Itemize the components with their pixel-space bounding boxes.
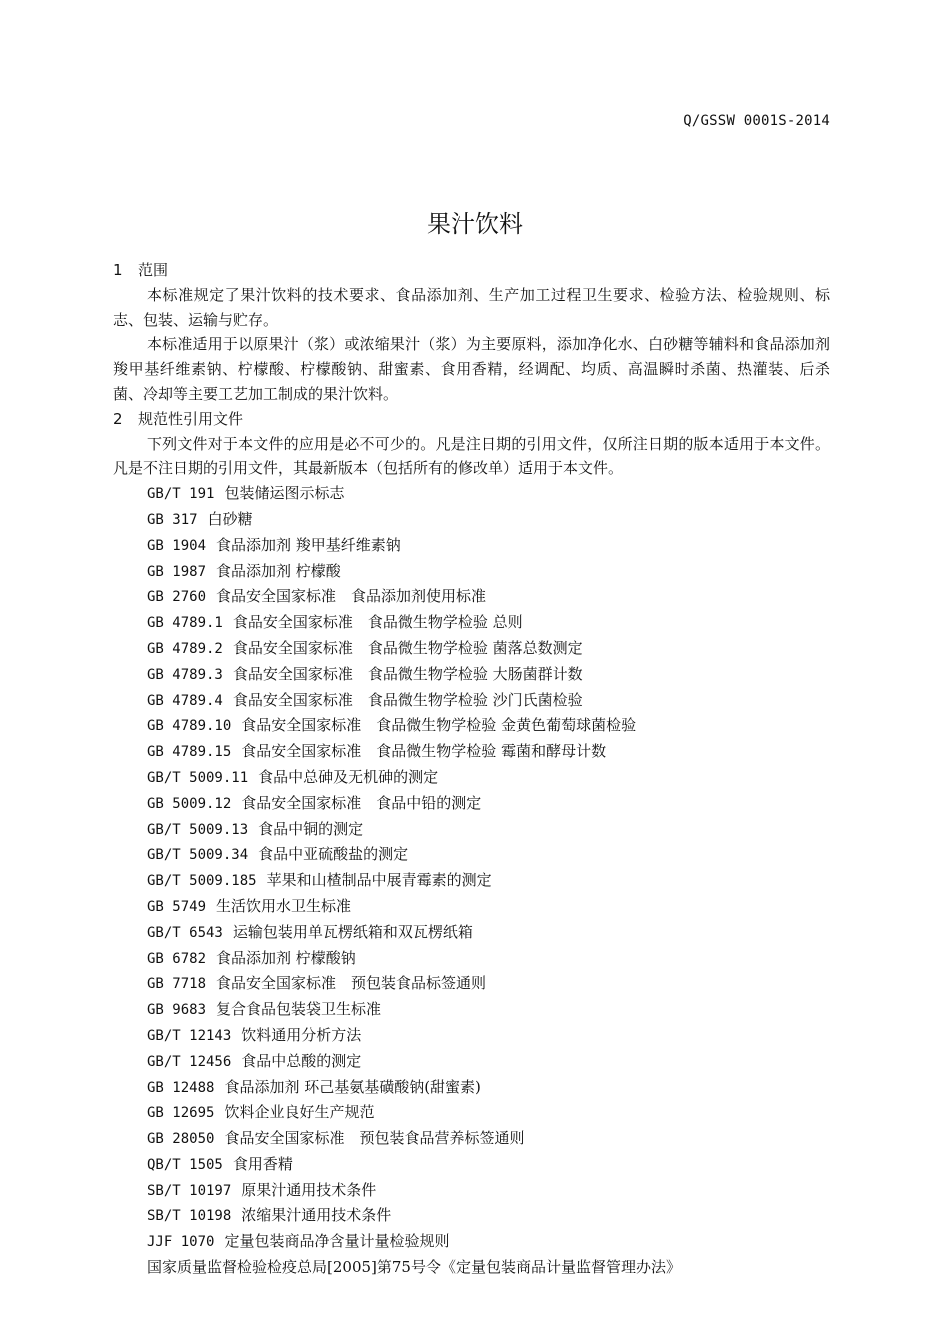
reference-item (113, 997, 830, 1023)
reference-item (113, 868, 830, 894)
reference-title: 饮料通用分析方法 (241, 1025, 362, 1044)
reference-code: GB 4789.1 (147, 615, 223, 632)
reference-item (113, 1100, 830, 1126)
section-1-heading (113, 258, 830, 283)
reference-item (113, 584, 830, 610)
reference-code: GB/T 12456 (147, 1053, 232, 1070)
reference-title: 食品安全国家标准 食品添加剂使用标准 (216, 587, 487, 606)
reference-title: 食品安全国家标准 食品微生物学检验 总则 (232, 613, 523, 632)
reference-item (113, 1049, 830, 1075)
reference-title: 食品安全国家标准 食品微生物学检验 大肠菌群计数 (232, 664, 583, 683)
reference-item (113, 610, 830, 636)
reference-title: 食品安全国家标准 食品中铅的测定 (241, 793, 482, 812)
reference-item (113, 713, 830, 739)
reference-item (113, 971, 830, 997)
reference-item (113, 533, 830, 559)
reference-item (113, 1152, 830, 1178)
reference-code: GB/T 12143 (147, 1027, 232, 1044)
section-2-title: 规范性引用文件 (138, 409, 244, 428)
reference-code: GB 4789.2 (147, 640, 223, 657)
reference-code: GB/T 191 (147, 486, 215, 503)
reference-code: GB 5009.12 (147, 795, 232, 812)
reference-title: 苹果和山楂制品中展青霉素的测定 (266, 871, 492, 890)
reference-code: JJF 1070 (147, 1234, 215, 1251)
reference-item (113, 1023, 830, 1049)
reference-title: 食品中总砷及无机砷的测定 (258, 767, 439, 786)
reference-item (113, 559, 830, 585)
reference-code: GB 12695 (147, 1105, 215, 1122)
reference-item (113, 1126, 830, 1152)
reference-item (113, 636, 830, 662)
section-1-number: 1 (113, 261, 123, 279)
reference-title: 食品安全国家标准 预包装食品标签通则 (216, 974, 487, 993)
reference-code: GB 4789.10 (147, 718, 232, 735)
reference-item (113, 507, 830, 533)
final-reference: 国家质量监督检验检疫总局[2005]第75号令《定量包装商品计量监督管理办法》 (147, 1258, 681, 1277)
reference-code: GB 6782 (147, 950, 207, 967)
reference-code: GB 317 (147, 511, 198, 528)
reference-title: 食品中亚硫酸盐的测定 (258, 845, 409, 864)
section-2-intro: 下列文件对于本文件的应用是必不可少的。凡是注日期的引用文件，仅所注日期的版本适用于本文件。凡是不注日期的引用文件，其最新版本（包括所有的修改单）适用于本文件。 (113, 434, 830, 478)
section-2-number: 2 (113, 409, 123, 428)
reference-title: 食品安全国家标准 预包装食品营养标签通则 (224, 1129, 525, 1148)
reference-item (113, 688, 830, 714)
reference-title: 食品添加剂 羧甲基纤维素钠 (216, 535, 401, 554)
reference-title: 食品安全国家标准 食品微生物学检验 霉菌和酵母计数 (241, 742, 607, 761)
reference-title: 白砂糖 (207, 509, 253, 528)
reference-item (113, 765, 830, 791)
reference-code: GB 1904 (147, 537, 207, 554)
document-title: 果汁饮料 (427, 210, 523, 239)
reference-code: SB/T 10198 (147, 1208, 232, 1225)
reference-item (113, 1203, 830, 1229)
section-2-heading (113, 407, 830, 432)
standard-code: Q/GSSW 0001S-2014 (683, 113, 830, 129)
reference-title: 食用香精 (232, 1154, 293, 1173)
reference-title: 包装储运图示标志 (224, 484, 345, 503)
reference-item (113, 1229, 830, 1255)
reference-item (113, 481, 830, 507)
reference-code: GB 28050 (147, 1131, 215, 1148)
reference-item (113, 791, 830, 817)
reference-title: 生活饮用水卫生标准 (216, 896, 352, 915)
reference-code: GB 12488 (147, 1079, 215, 1096)
reference-title: 原果汁通用技术条件 (241, 1180, 377, 1199)
reference-list (113, 481, 830, 1255)
section-1-title: 范围 (138, 261, 169, 279)
reference-title: 食品添加剂 环己基氨基磺酸钠(甜蜜素) (224, 1077, 481, 1096)
reference-code: SB/T 10197 (147, 1182, 232, 1199)
reference-item (113, 739, 830, 765)
reference-code: GB/T 5009.13 (147, 821, 249, 838)
reference-code: GB/T 5009.185 (147, 873, 257, 890)
reference-title: 食品中铜的测定 (258, 819, 364, 838)
reference-code: GB/T 5009.11 (147, 769, 249, 786)
reference-code: GB 5749 (147, 898, 207, 915)
reference-title: 饮料企业良好生产规范 (224, 1103, 375, 1122)
reference-item (113, 817, 830, 843)
reference-title: 定量包装商品净含量计量检验规则 (224, 1232, 450, 1251)
reference-item (113, 1178, 830, 1204)
reference-code: QB/T 1505 (147, 1156, 223, 1173)
reference-item (113, 920, 830, 946)
reference-code: GB 4789.15 (147, 744, 232, 761)
reference-title: 食品添加剂 柠檬酸 (216, 561, 341, 580)
reference-item (113, 662, 830, 688)
section-1-paragraph: 本标准规定了果汁饮料的技术要求、食品添加剂、生产加工过程卫生要求、检验方法、检验规则、标志、包装、运输与贮存。 (113, 285, 830, 329)
reference-title: 食品安全国家标准 食品微生物学检验 沙门氏菌检验 (232, 690, 583, 709)
reference-title: 食品安全国家标准 食品微生物学检验 菌落总数测定 (232, 638, 583, 657)
reference-item (113, 1075, 830, 1101)
reference-code: GB/T 6543 (147, 924, 223, 941)
reference-item (113, 894, 830, 920)
reference-code: GB 1987 (147, 563, 207, 580)
reference-title: 食品安全国家标准 食品微生物学检验 金黄色葡萄球菌检验 (241, 716, 637, 735)
reference-code: GB/T 5009.34 (147, 847, 249, 864)
reference-title: 食品中总酸的测定 (241, 1051, 362, 1070)
document-body (113, 258, 830, 1280)
reference-title: 浓缩果汁通用技术条件 (241, 1206, 392, 1225)
reference-item (113, 946, 830, 972)
reference-code: GB 9683 (147, 1002, 207, 1019)
section-1-paragraph: 本标准适用于以原果汁（浆）或浓缩果汁（浆）为主要原料，添加净化水、白砂糖等辅料和食品添加剂羧甲基纤维素钠、柠檬酸、柠檬酸钠、甜蜜素、食用香精，经调配、均质、高温瞬时杀菌、热灌装、后杀菌、冷却等主要工艺加工制成的果汁饮料。 (113, 335, 830, 403)
reference-code: GB 4789.4 (147, 692, 223, 709)
reference-title: 运输包装用单瓦楞纸箱和双瓦楞纸箱 (232, 922, 473, 941)
reference-code: GB 7718 (147, 976, 207, 993)
reference-title: 复合食品包装袋卫生标准 (216, 1000, 382, 1019)
reference-title: 食品添加剂 柠檬酸钠 (216, 948, 356, 967)
reference-code: GB 4789.3 (147, 666, 223, 683)
reference-code: GB 2760 (147, 589, 207, 606)
reference-item (113, 842, 830, 868)
